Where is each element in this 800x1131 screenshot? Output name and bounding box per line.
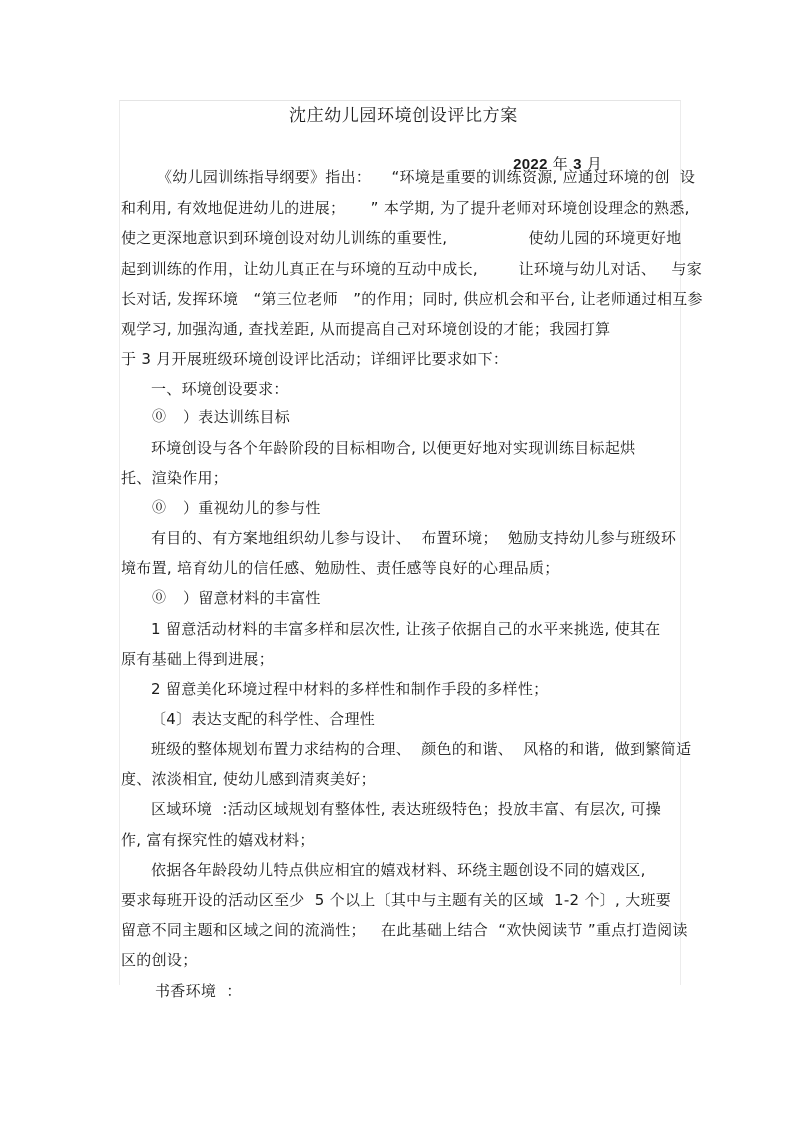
subheading: ）表达训练目标: [183, 408, 291, 426]
paragraph-line: 依据各年龄段幼儿特点供应相宜的嬉戏材料、环绕主题创设不同的嬉戏区,: [151, 861, 646, 879]
paragraph-line: 使之更深地意识到环境创设对幼儿训练的重要性, 使幼儿园的环境更好地: [121, 229, 682, 247]
paragraph-line: 要求每班开设的活动区至少 5 个以上〔其中与主题有关的区域 1-2 个〕, 大班要: [121, 891, 672, 909]
paragraph-line: 区的创设；: [121, 951, 198, 969]
paragraph-line: 班级的整体规划布置力求结构的合理、 颜色的和谐、 风格的和谐, 做到繁简适: [151, 740, 692, 758]
paragraph-line: 观学习, 加强沟通, 查找差距, 从而提高自己对环境创设的才能；我园打算: [121, 320, 611, 338]
document-title: 沈庄幼儿园环境创设评比方案: [289, 106, 518, 126]
subheading: ）留意材料的丰富性: [183, 589, 321, 607]
paragraph-line: 《幼儿园训练指导纲要》指出： “环境是重要的训练资源, 应通过环境的创 设: [157, 168, 696, 186]
paragraph-line: 长对话, 发挥环境 “第三位老师 ”的作用；同时, 供应机会和平台, 让老师通过相互参: [121, 290, 703, 308]
paragraph-line: 书香环境 ：: [155, 982, 242, 1000]
list-marker: ⓪: [152, 590, 166, 606]
paragraph-line: 和利用, 有效地促进幼儿的进展； ” 本学期, 为了提升老师对环境创设理念的熟悉,: [121, 199, 690, 217]
subheading: ）重视幼儿的参与性: [183, 499, 321, 517]
subheading: 〔4〕表达支配的科学性、合理性: [151, 710, 376, 728]
paragraph-line: 原有基础上得到进展；: [121, 650, 275, 668]
date-year: 2022: [513, 156, 548, 173]
paragraph-line: 起到训练的作用，让幼儿真正在与环境的互动中成长, 让环境与幼儿对话、 与家: [121, 260, 703, 278]
date-month: 3: [573, 156, 582, 173]
paragraph-line: 境布置, 培育幼儿的信任感、勉励性、责任感等良好的心理品质；: [121, 559, 560, 577]
paragraph-line: 有目的、有方案地组织幼儿参与设计、 布置环境； 勉励支持幼儿参与班级环: [151, 529, 677, 547]
date-year-suffix: 年: [547, 155, 574, 173]
paragraph-line: 于 3 月开展班级环境创设评比活动；详细评比要求如下：: [121, 350, 509, 368]
paragraph-line: 作, 富有探究性的嬉戏材料；: [121, 831, 315, 849]
paragraph-line: 1 留意活动材料的丰富多样和层次性, 让孩子依据自己的水平来挑选, 使其在: [151, 620, 661, 638]
paragraph-line: 托、渲染作用；: [121, 469, 229, 487]
section-heading: 一、环境创设要求：: [151, 380, 289, 398]
list-marker: ⓪: [152, 500, 166, 516]
paragraph-line: 度、浓淡相宜, 使幼儿感到清爽美好；: [121, 770, 376, 788]
paragraph-line: 区域环境 :活动区域规划有整体性, 表达班级特色；投放丰富、有层次, 可操: [151, 800, 662, 818]
date-month-suffix: 月: [581, 155, 603, 173]
paragraph-line: 环境创设与各个年龄阶段的目标相吻合, 以便更好地对实现训练目标起烘: [151, 439, 636, 457]
paragraph-line: 留意不同主题和区域之间的流淌性； 在此基础上结合 “欢快阅读节 ”重点打造阅读: [121, 921, 688, 939]
paragraph-line: 2 留意美化环境过程中材料的多样性和制作手段的多样性；: [151, 680, 549, 698]
list-marker: ⓪: [152, 409, 166, 425]
